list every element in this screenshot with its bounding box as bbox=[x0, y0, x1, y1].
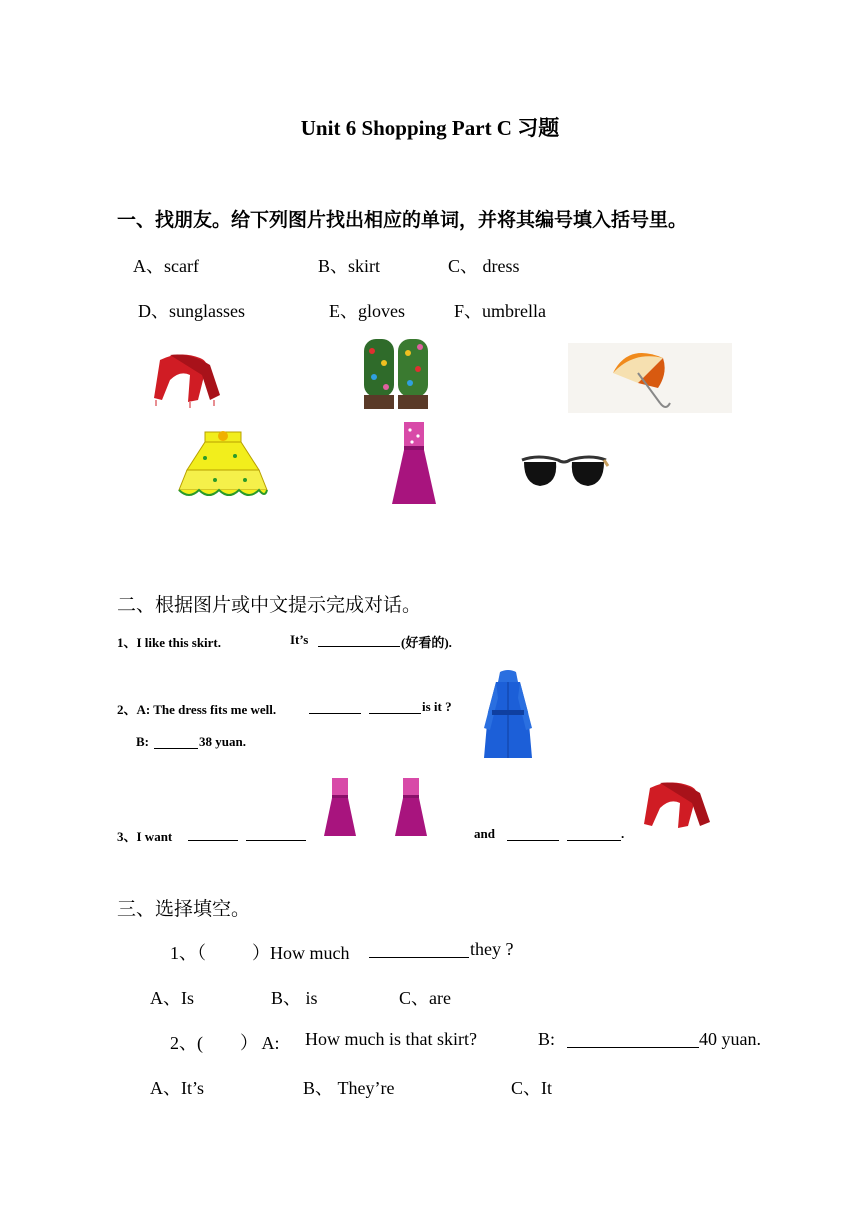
umbrella-image bbox=[568, 343, 732, 413]
s3-q1-end: they ? bbox=[470, 939, 514, 959]
q1-blank[interactable] bbox=[318, 632, 400, 647]
q2-end: is it ? bbox=[422, 699, 452, 714]
s3-q2-close: ） A: bbox=[240, 1033, 280, 1053]
q1-its: It’s bbox=[290, 632, 309, 647]
q3-blank-1[interactable] bbox=[188, 826, 238, 841]
q2-blank-1[interactable] bbox=[309, 699, 361, 714]
q3-blank-3[interactable] bbox=[507, 826, 559, 841]
s3-q2-num: 2、( bbox=[170, 1033, 203, 1053]
s3-q2-option-b: B、 They’re bbox=[303, 1078, 395, 1098]
dress-image-small-1 bbox=[322, 776, 358, 838]
s3-q1-option-c: C、are bbox=[399, 988, 451, 1008]
s3-q1-option-a: A、Is bbox=[150, 988, 194, 1008]
s3-q1-close: ）How much bbox=[252, 943, 350, 963]
s3-q2-b: B: bbox=[538, 1029, 556, 1049]
q1-hint: (好看的). bbox=[401, 635, 452, 650]
q2-b-label: B: bbox=[136, 734, 149, 749]
dress-image-small-2 bbox=[393, 776, 429, 838]
option-a: A、scarf bbox=[133, 256, 199, 276]
option-e: E、gloves bbox=[329, 301, 405, 321]
q2-text: 2、A: The dress fits me well. bbox=[117, 702, 277, 717]
s3-q1-blank[interactable] bbox=[369, 941, 469, 958]
scarf-image bbox=[150, 350, 230, 410]
section2-heading: 二、根据图片或中文提示完成对话。 bbox=[117, 594, 422, 616]
s3-q2-option-c: C、It bbox=[511, 1078, 553, 1098]
s3-q2-question: How much is that skirt? bbox=[305, 1029, 477, 1049]
s3-q1-option-b: B、 is bbox=[271, 988, 318, 1008]
s3-q2-blank[interactable] bbox=[567, 1031, 699, 1048]
q3-and: and bbox=[474, 826, 495, 841]
s3-q2-end: 40 yuan. bbox=[699, 1029, 761, 1049]
option-c: C、 dress bbox=[448, 256, 520, 276]
scarf-image-2 bbox=[640, 778, 720, 834]
s3-q1-num: 1、（ bbox=[170, 943, 206, 963]
section1-heading: 一、找朋友。给下列图片找出相应的单词，并将其编号填入括号里。 bbox=[117, 209, 688, 231]
q3-blank-2[interactable] bbox=[246, 826, 306, 841]
page-title: Unit 6 Shopping Part C 习题 bbox=[300, 116, 560, 140]
skirt-image bbox=[175, 428, 270, 503]
sunglasses-image bbox=[518, 450, 610, 498]
option-f: F、umbrella bbox=[454, 301, 546, 321]
gloves-image bbox=[358, 335, 438, 413]
dress-image bbox=[390, 420, 438, 506]
q2-blank-2[interactable] bbox=[369, 699, 421, 714]
q2-b-end: 38 yuan. bbox=[199, 734, 246, 749]
option-d: D、sunglasses bbox=[138, 301, 245, 321]
section3-heading: 三、选择填空。 bbox=[117, 898, 251, 920]
q2-blank-3[interactable] bbox=[154, 734, 198, 749]
coat-image bbox=[480, 668, 536, 762]
q3-text: 3、I want bbox=[117, 829, 173, 844]
q1-text: 1、I like this skirt. bbox=[117, 635, 222, 650]
q3-blank-4[interactable] bbox=[567, 826, 621, 841]
option-b: B、skirt bbox=[318, 256, 381, 276]
s3-q2-option-a: A、It’s bbox=[150, 1078, 204, 1098]
q3-end: . bbox=[621, 826, 625, 841]
